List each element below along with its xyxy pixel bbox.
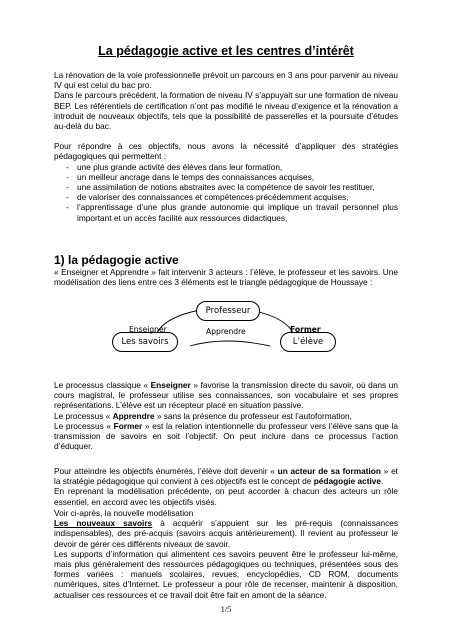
edge-label-apprendre: Apprendre bbox=[206, 327, 246, 336]
edge-label-enseigner: Enseigner bbox=[129, 325, 167, 334]
processus-former: Le processus « Former » est la relation intentionnelle du professeur vers l’élève sans que la transmission de savoirs en soit l’objectif. On peut inclure dans ce processus l’action d’éduquer. bbox=[54, 420, 398, 452]
processus-enseigner: Le processus classique « Enseigner » favorise la transmission directe du savoir, où dans un cours magistral, le professeur utilise ses connaissances, son vocabulaire et ses propres représentations. L’élève est un récepteur placé en situation passive. bbox=[54, 380, 398, 411]
intro-paragraph-3: Pour répondre à ces objectifs, nous avons la nécessité d’appliquer des stratégies pédagogiques qui permettent : bbox=[54, 141, 398, 162]
intro-paragraph-2: Dans le parcours précédent, la formation de niveau IV s’appuyait sur une formation de niveau BEP. Les référentiels de certification n’ont pas modifié le niveau d’exigence et la rénovation a introduit de nouveaux objectifs, tels que la possibilité de passerelles et la poursuite d’études au-delà du bac. bbox=[54, 90, 398, 132]
modelisation-paragraph-1: Les nouveaux savoirs à acquérir s’appuient sur les pré-requis (connaissances indispensables), des pré-acquis (savoirs acquis antérieurement). Il revient au professeur le devoir de gérer ces différents niveaux de savoir. bbox=[54, 518, 398, 549]
objectives-list bbox=[54, 162, 398, 223]
houssaye-triangle-diagram bbox=[100, 298, 350, 378]
modelisation-block bbox=[54, 508, 398, 600]
objectifs-paragraph-1: Pour atteindre les objectifs énumérés, l’élève doit devenir « un acteur de sa formation » et la stratégie pédagogique qui convient à ces objectifs est le concept de pédagogie active. bbox=[54, 466, 398, 487]
page-title: La pédagogie active et les centres d’intérêt bbox=[98, 44, 354, 58]
modelisation-paragraph-2: Les supports d’information qui alimentent ces savoirs peuvent être le professeur lui-même, mais plus généralement des ressources pédagogiques ou techniques, présentées sous des formes variées : manuels scolaires, revues, encyclopédies, CD ROM, documents numériques, sites d’Internet. Le professeur a pour rôle de recenser, maintenir à disposition, actualiser ces ressources et ce travail doit être fait en amont de la séance. bbox=[54, 548, 398, 600]
node-les-savoirs: Les savoirs bbox=[112, 332, 178, 352]
node-eleve: L’élève bbox=[280, 332, 336, 352]
node-professeur: Professeur bbox=[196, 301, 260, 321]
section-lead-text: « Enseigner et Apprendre » fait intervenir 3 acteurs : l’élève, le professeur et les savoirs. Une modélisation des liens entre ces 3 éléments est le triangle pédagogique de Houssaye : bbox=[54, 267, 398, 288]
section-heading: 1) la pédagogie active bbox=[54, 253, 179, 267]
objectifs-block bbox=[54, 466, 398, 507]
modelisation-intro: Voir ci-après, la nouvelle modélisation bbox=[54, 508, 194, 518]
list-item: - de valoriser des connaissances et compétences précédemment acquises, bbox=[66, 192, 398, 202]
list-item: - une assimilation de notions abstraites avec la compétence de savoir les restituer, bbox=[66, 182, 398, 192]
list-item: - un meilleur ancrage dans le temps des connaissances acquises, bbox=[66, 172, 398, 182]
processus-apprendre: Le processus « Apprendre » sans la présence du professeur est l’autoformation, bbox=[54, 410, 352, 421]
intro-paragraph-1: La rénovation de la voie professionnelle prévoit un parcours en 3 ans pour parvenir au niveau IV qui est celui du bac pro. bbox=[54, 70, 398, 91]
list-item: - l’apprentissage d’une plus grande autonomie qui implique un travail personnel plus important et un accès facilité aux ressources didactiques, bbox=[66, 202, 398, 222]
list-item: - une plus grande activité des élèves dans leur formation, bbox=[66, 162, 398, 172]
objectifs-paragraph-2: En reprenant la modélisation précédente, on peut accorder à chacun des acteurs un rôle essentiel, en accord avec les objectifs visés. bbox=[54, 486, 398, 507]
section-lead bbox=[54, 267, 398, 287]
intro-block bbox=[54, 70, 398, 223]
processus-block bbox=[54, 380, 398, 451]
page-number: 1/5 bbox=[220, 604, 232, 614]
edge-label-former: Former bbox=[290, 325, 321, 334]
